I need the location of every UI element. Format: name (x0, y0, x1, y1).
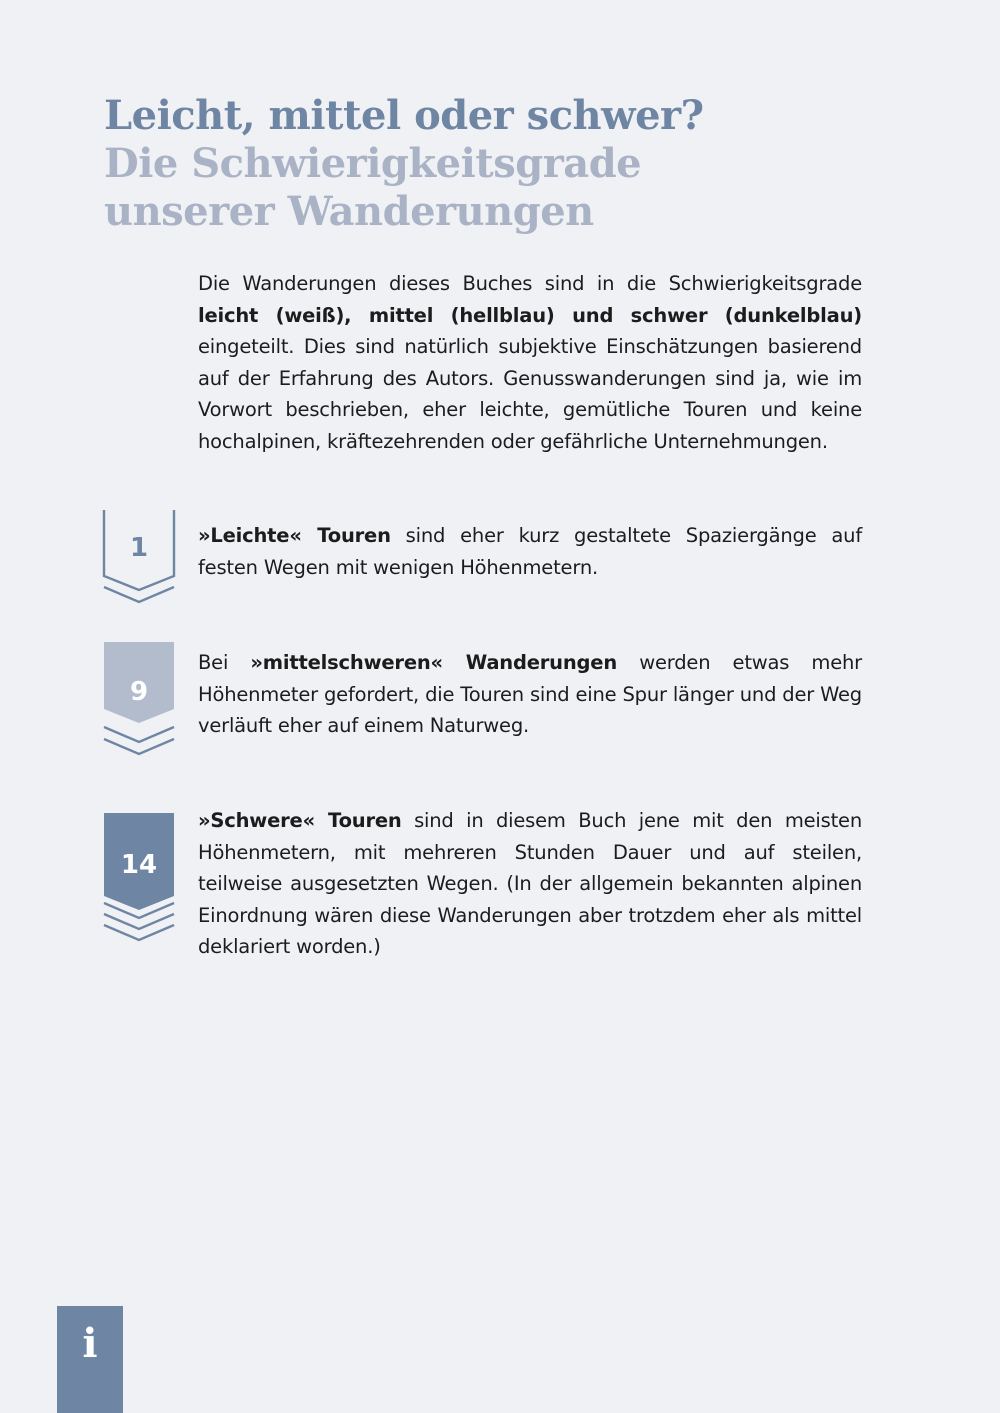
heading-subtitle-line2: unserer Wanderungen (104, 188, 594, 235)
intro-text-end: eingeteilt. Dies sind natürlich subjektive Einschätzungen basierend auf der Erfahrung des Autors. Genusswanderungen sind ja, wie im Vorwort beschrieben, eher leichte, gemütliche Touren und keine hochalpinen, kräftezehrenden oder gefährliche Unternehmungen. (198, 335, 862, 453)
badge-easy-number: 1 (129, 533, 149, 563)
intro-difficulty-legend: leicht (weiß), mittel (hellblau) und schwer (dunkelblau) (198, 303, 862, 327)
heading-title: Leicht, mittel oder schwer? (104, 92, 704, 139)
level-easy-label: »Leichte« Touren (198, 524, 391, 547)
level-easy-description (198, 520, 862, 583)
difficulty-badge-hard (102, 812, 176, 952)
level-medium-text: werden etwas mehr Höhenmeter gefordert, die Touren sind eine Spur länger und der Weg verläuft eher auf einem Naturweg. (198, 651, 862, 738)
level-hard-text: sind in diesem Buch jene mit den meisten Höhenmetern, mit mehreren Stunden Dauer und auf steilen, teilweise ausgesetzten Wegen. (In der allgemein bekannten alpinen Einordnung wären diese Wanderungen aber trotzdem eher als mittel deklariert worden.) (198, 809, 862, 959)
heading-subtitle-line1: Die Schwierigkeitsgrade (104, 140, 642, 187)
page-heading (104, 92, 924, 236)
difficulty-badge-easy (102, 508, 176, 608)
level-medium-prefix: Bei (198, 651, 251, 674)
level-easy-text: sind eher kurz gestaltete Spaziergänge auf festen Wegen mit wenigen Höhenmetern. (198, 524, 862, 579)
intro-text-start: Die Wanderungen dieses Buches sind in die Schwierigkeitsgrade (198, 272, 862, 295)
info-tab (57, 1306, 123, 1413)
intro-paragraph (198, 268, 862, 458)
badge-medium-number: 9 (129, 677, 149, 707)
level-hard-description (198, 805, 862, 963)
level-medium-label: »mittelschweren« Wanderungen (250, 651, 618, 674)
level-hard-label: »Schwere« Touren (198, 809, 402, 832)
difficulty-badge-medium (102, 641, 176, 765)
level-medium-description (198, 647, 862, 742)
badge-hard-number: 14 (120, 850, 158, 880)
info-icon: i (82, 1320, 98, 1367)
